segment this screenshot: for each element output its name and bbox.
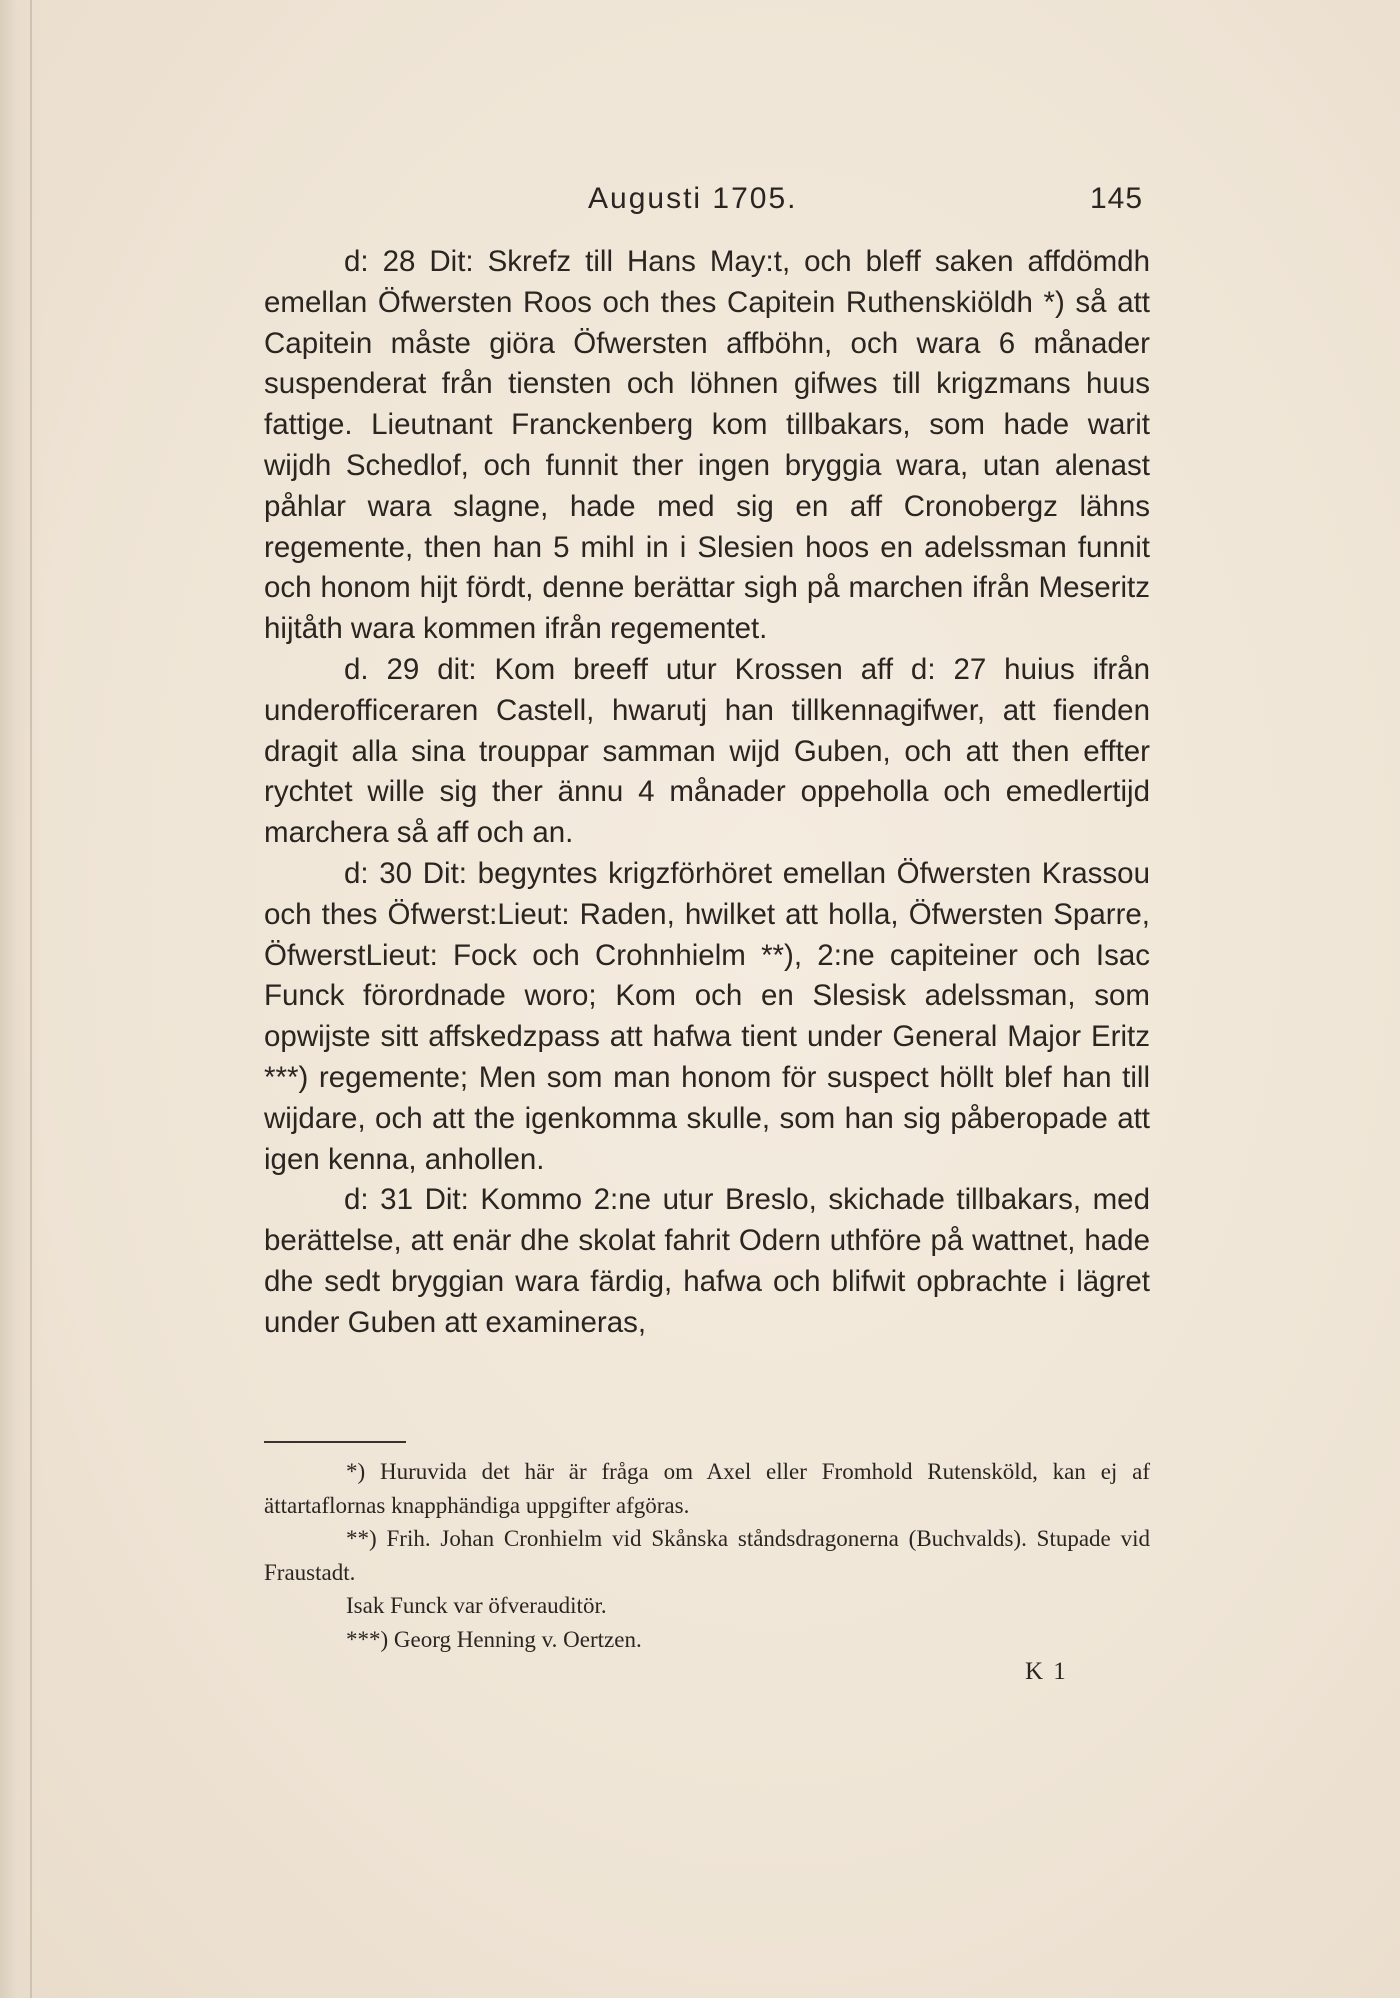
- footnote: **) Frih. Johan Cronhielm vid Skånska ståndsdragonerna (Buchvalds). Stupade vid Fraustadt.: [264, 1526, 1150, 1585]
- signature-mark: K 1: [1025, 1658, 1068, 1685]
- footnote: *) Huruvida det här är fråga om Axel eller Fromhold Rutensköld, kan ej af ättartaflornas knapphändiga uppgifter afgöras.: [264, 1459, 1150, 1518]
- page-number: 145: [1090, 182, 1144, 215]
- footnote: Isak Funck var öfverauditör.: [346, 1593, 607, 1618]
- entry-paragraph: d: 30 Dit: begyntes krigzförhöret emellan Öfwersten Krassou och thes Öfwerst:Lieut: Raden, hwilket att holla, Öfwersten Sparre, ÖfwerstLieut: Fock och Crohnhielm **), 2:ne capiteiner och Isac Funck förordnade woro; Kom och en Slesisk adelssman, som opwijste sitt affskedzpass att hafwa tient under General Major Eritz ***) regemente; Men som man honom för suspect höllt blef han till wijdare, och att the igenkomma skulle, som han sig påberopade att igen kenna, anhollen.: [264, 856, 1150, 1176]
- entry-paragraph: d: 28 Dit: Skrefz till Hans May:t, och bleff saken affdömdh emellan Öfwersten Roos och thes Capitein Ruthenskiöldh *) så att Capitein måste giöra Öfwersten affböhn, och wara 6 månader suspenderat från tiensten och löhnen gifwes till krigzmans huus fattige. Lieutnant Franckenberg kom tillbakars, som hade warit wijdh Schedlof, och funnit ther ingen bryggia wara, utan alenast påhlar wara slagne, hade med sig en aff Cronobergz lähns regemente, then han 5 mihl in i Slesien hoos en adelssman funnit och honom hijt fördt, denne berättar sigh på marchen ifrån Meseritz hijtåth wara kommen ifrån regementet.: [264, 245, 1150, 646]
- running-head: [0, 182, 1400, 222]
- page-gutter-shadow: [0, 0, 42, 1998]
- footnote: ***) Georg Henning v. Oertzen.: [346, 1626, 642, 1652]
- footnote-separator: [264, 1441, 406, 1443]
- gutter-line: [30, 0, 32, 1998]
- entry-paragraph: d: 31 Dit: Kommo 2:ne utur Breslo, skichade tillbakars, med berättelse, att enär dhe skolat fahrit Odern uthföre på wattnet, hade dhe sedt bryggian wara färdig, hafwa och blifwit opbrachte i lägret under Guben att examineras,: [264, 1183, 1150, 1339]
- running-title: Augusti 1705.: [588, 182, 798, 215]
- footnotes: [264, 1455, 1150, 1656]
- entry-paragraph: d. 29 dit: Kom breeff utur Krossen aff d: 27 huius ifrån underofficeraren Castell, hwarutj han tillkennagifwer, att fienden dragit alla sina trouppar samman wijd Guben, och att then effter rychtet wille sig ther ännu 4 månader oppeholla och emedlertijd marchera så aff och an.: [264, 652, 1150, 850]
- main-text: [264, 242, 1150, 1344]
